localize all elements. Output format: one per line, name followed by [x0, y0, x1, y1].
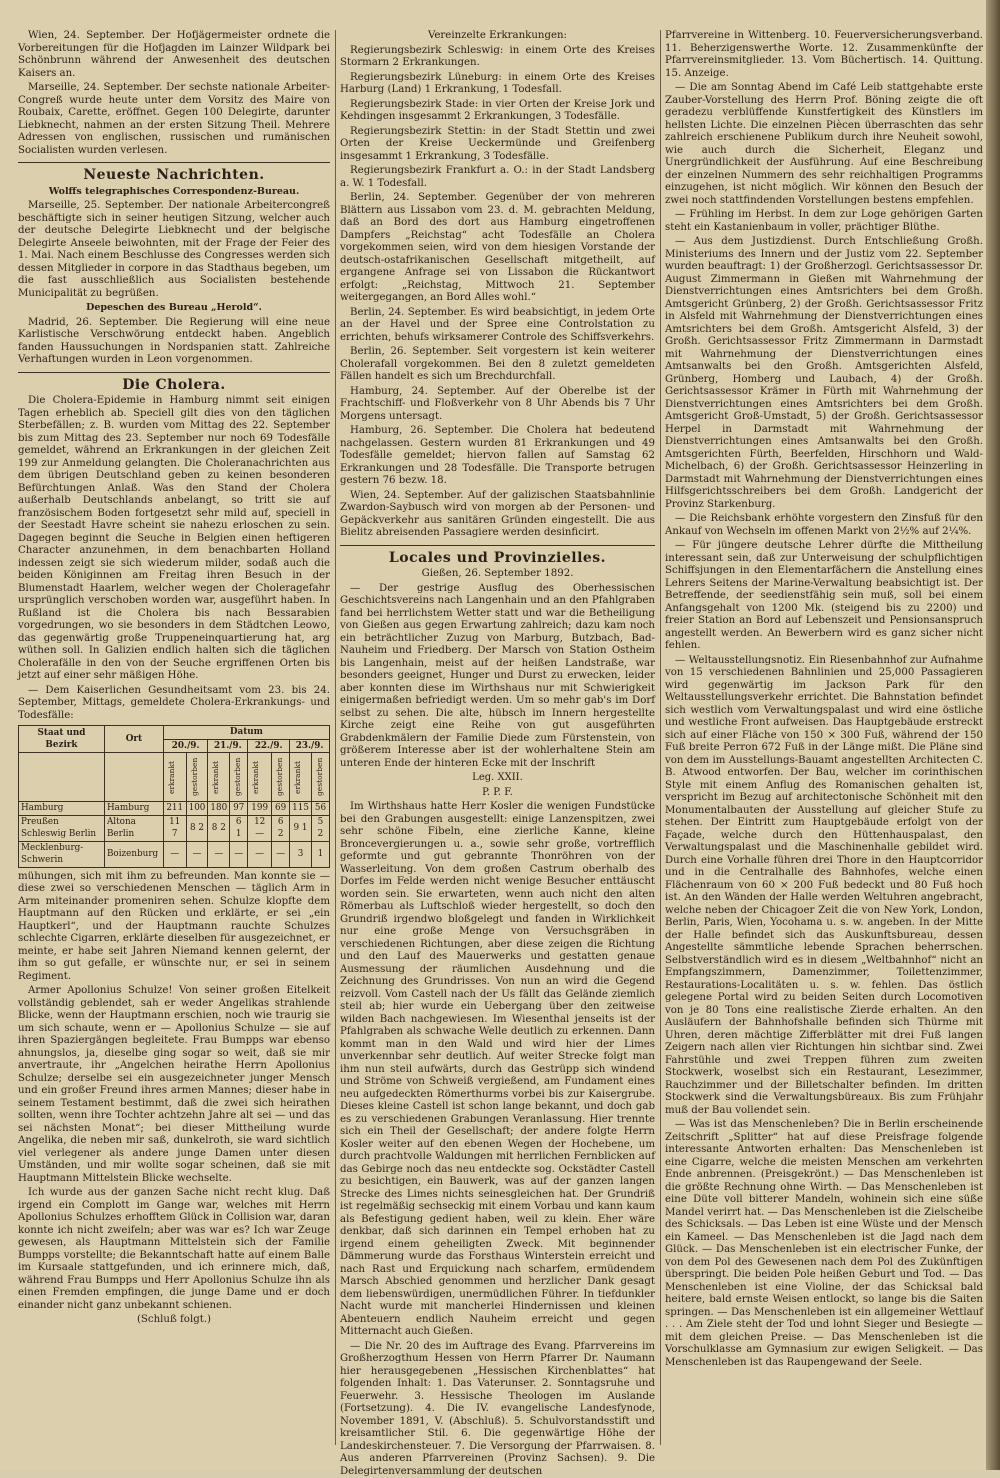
sub-header: erkrankt [210, 753, 223, 801]
article: Regierungsbezirk Lüneburg: in einem Orte des Kreises Harburg (Land) 1 Erkrankung, 1 Todesfall. [340, 72, 655, 97]
article: Berlin, 24. September. Es wird beabsichtigt, in jedem Orte an der Havel und der Spree eine Controlstation zu errichten, behufs wirksamerer Controle des Schiffsverkehrs. [340, 307, 655, 345]
feuilleton: Ich wurde aus der ganzen Sache nicht recht klug. Daß irgend ein Complott im Gange war, welches mit Herrn Apollonius Schulzes erhofftem Glück in Collision war, daran konnte ich nicht zweifeln; aber was war es? Ich war Zeuge gewesen, als Hauptmann Mittelstein sich der Familie Bumpps vorstellte; die Bekanntschaft hatte auf einem Balle im Kursaale stattgefunden, und ich erinnere mich, daß, während Frau Bumpps und Herr Apollonius Schulze ihn als einen Fremden empfingen, die junge Dame und er doch einander nicht ganz unbekannt schienen. [18, 1187, 330, 1312]
column-3 [665, 30, 983, 1450]
article: Marseille, 24. September. Der sechste nationale Arbeiter-Congreß wurde heute unter dem Vorsitz des Maire von Roubaix, Carette, eröffnet. Gegen 100 Delegirte, darunter Liebknecht, nahmen an der ersten Sitzung Theil. Mehrere Adressen von englischen, russischen und rumänischen Socialisten wurden verlesen. [18, 82, 330, 157]
date-header: 22./9. [248, 739, 290, 753]
section-heading: Locales und Provinzielles. [340, 552, 655, 565]
article: Im Wirthshaus hatte Herr Kosler die wenigen Fundstücke bei den Grabungen ausgestellt: einige Lanzenspitzen, zwei sehr schöne Fibeln, eine zierliche Kanne, kleine Broncevergierungen u. a., sowie sehr große, vortrefflich geformte und gut gebrannte Thonröhren von der Wasserleitung. Von dem großen Castrum oberhalb des Dorfes im Felde werden nicht wenige Besucher enttäuscht worden sein. Sie erwarteten, wenn auch nicht den alten Römerbau als Luftschloß wieder hergestellt, so doch den Grundriß irgendwo bloßgelegt und fanden in Wirklichkeit nur eine große Menge von Versuchsgräben in verschiedenen Richtungen, aber diese zeigen die Richtung und den Lauf des Mauerwerks und gestatten genaue Ausmessung der räumlichen Ausdehnung und die Zeichnung des Grundrisses. Von nun an wird die Gegend reizvoll. Vom Castell nach der Us fällt das Gelände ziemlich steil ab; hier wurde ein Uebergang über den zeitweise wilden Bach nachgewiesen. Im Wiesenthal jenseits ist der Pfahlgraben als schwache Welle deutlich zu erkennen. Dann kommt man in den Wald und wird hier der Limes unverkennbar sehr deutlich. Auf weiter Strecke folgt man ihm nun steil aufwärts, durch das Gestrüpp sich windend und Ströme von Schweiß vergießend, am Fundament eines neu aufgedeckten Römerthurms vorbei bis zur Kaisergrube. Dieses kleine Castell ist schon lange bekannt, und doch gab es zu verschiedenen Grabungen Veranlassung. Hier trennte sich ein Theil der Gesellschaft; der andere folgte Herrn Kosler weiter auf den ebenen Wegen der Hochebene, um durch prachtvolle Waldungen mit herrlichen Fernblicken auf das Gebirge noch das neu entdeckte sog. Ockstädter Castell zu besichtigen, ein Bauwerk, was auf der ganzen langen Strecke des Limes nichts seinesgleichen hat. Der Grundriß ist regelmäßig sechseckig mit einem Vorbau und kann kaum als Befestigung gedient haben, weil zu klein. Eher wäre denkbar, daß sich darinnen ein Tempel erhoben hat zu irgend einem geheiligten Zweck. Mit beginnender Dämmerung wurde das Forsthaus Winterstein erreicht und nach Rast und Erquickung nach scharfem, ermüdendem Marsch Abschied genommen und herzlicher Dank gesagt dem liebenswürdigen, unermüdlichen Führer. In tiefdunkler Nacht wurde mit mancherlei Hindernissen und kleinen Abenteuern endlich Nauheim erreicht und gegen Mitternacht auch Gießen. [340, 801, 655, 1339]
article: Hamburg, 26. September. Die Cholera hat bedeutend nachgelassen. Gestern wurden 81 Erkrankungen und 49 Todesfälle gemeldet; hiervon fallen auf Samstag 62 Erkrankungen und 28 Todesfälle. Die Transporte betrugen gestern 76 bezw. 18. [340, 425, 655, 488]
article: — Für jüngere deutsche Lehrer dürfte die Mittheilung interessant sein, daß zur Unterweisung der schulpflichtigen Schiffsjungen in den Elementarfächern die Anstellung eines Lehrers Seitens der Marine-Verwaltung beabsichtigt ist. Der Betreffende, der seedienstfähig sein muß, soll bei einem Anfangsgehalt von 1200 Mk. (steigend bis zu 2200) und freier Station an Bord auf Lebenszeit und Pensionsanspruch angestellt werden. An Bewerbern wird es ganz sicher nicht fehlen. [665, 540, 983, 653]
page-edge [986, 0, 1000, 1470]
section-heading: Die Cholera. [18, 379, 330, 392]
divider [18, 162, 330, 163]
feuilleton: mühungen, sich mit ihm zu befreunden. Man konnte sie — diese zwei so verschiedenen Menschen — täglich Arm in Arm miteinander promeniren sehen. Schulze klopfte dem Hauptmann auf den Rücken und erklärte, er sei „ein Hauptkerl“, und der Hauptmann rauchte Schulzes schlechte Cigarren, erklärte dieselben für ausgezeichnet, er meinte, er habe seit Jahren Niemand kennen gelernt, der ihm so gut gefalle, er wünschte nur, er sei in seinem Regiment. [18, 871, 330, 984]
article: Regierungsbezirk Schleswig: in einem Orte des Kreises Stormarn 2 Erkrankungen. [340, 45, 655, 70]
table-row: Hamburg Hamburg 211 100 180 97 199 69 115 56 [19, 802, 330, 816]
subheading: Wolffs telegraphisches Correspondenz-Bureau. [18, 186, 330, 199]
date-header: 20./9. [163, 739, 208, 753]
divider [340, 545, 655, 546]
date-header: 23./9. [290, 739, 330, 753]
article: — Weltausstellungsnotiz. Ein Riesenbahnhof zur Aufnahme von 15 verschiedenen Bahnlinien und 25,000 Passagieren wird gegenwärtig im Jackson Park für den Weltausstellungsverkehr errichtet. Die Bahnstation befindet sich westlich vom Verwaltungspalast und wird eine östliche und westliche Front aufweisen. Das Hauptgebäude erstreckt sich auf einer Fläche von 150 × 300 Fuß, während der 150 Fuß breite Perron 672 Fuß in der Länge mißt. Die Pläne sind von dem im Ausstellungs-Bauamt angestellten Architecten C. B. Atwood entworfen. Der Bau, welcher im corinthischen Style mit einem Anflug des Romanischen gehalten ist, verspricht im Bezug auf architectonische Schönheit mit den Monumentalbauten der Ausstellung auf gleicher Stufe zu stehen. Der Eintritt zum Hauptgebäude erfolgt von der Façade, welche durch den Hüttenhauspalast, den Verwaltungspalast und die Maschinenhalle gebildet wird. Durch eine Vorhalle führen drei Thore in den Hauptcorridor und in die Centralhalle des Bahnhofes, welche einen Flächenraum von 60 × 200 Fuß bedeckt und 80 Fuß hoch ist. An den Wänden der Halle werden Weltuhren angebracht, welche neben der Chicagoer Zeit die von New York, London, Berlin, Paris, Wien, Yocohama u. s. w. angeben. In der Mitte der Halle befindet sich das Auskunftsbureau, dessen Angestellte sämmtliche lebende Sprachen beherrschen. Selbstverständlich wird es in diesem „Weltbahnhof“ nicht an Empfangszimmern, Damenzimmer, Toilettenzimmer, Restaurations-Localitäten u. s. w. fehlen. Das östlich gelegene Portal wird zu beiden Seiten durch Locomotiven von je 80 Tons eine realistische Zierde erhalten. An den Ausläufern der Bahnhofshalle befinden sich Thürme mit Uhren, deren mächtige Zifferblätter mit drei Fuß langen Zeigern nach allen vier Richtungen hin sichtbar sind. Zwei Fahrstühle und zwei Treppen führen zum zweiten Stockwerk, woselbst sich ein Restaurant, Lesezimmer, Rauchzimmer und der Billetschalter befinden. Im dritten Stockwerk sind die Verwaltungsbüreaux. Bis zum Frühjahr muß der Bau vollendet sein. [665, 655, 983, 1118]
sub-header: erkrankt [166, 753, 179, 801]
article: — Aus dem Justizdienst. Durch Entschließung Großh. Ministeriums des Innern und der Justiz vom 22. September wurden beauftragt: 1) der Großherzogl. Gerichtsassessor Dr. August Zimmermann in Gießen mit Wahrnehmung der Dienstverrichtungen eines Amtsrichters bei dem Großh. Amtsgericht Grünberg, 2) der Großh. Gerichtsassessor Fritz in Alsfeld mit Wahrnehmung der Dienstverrichtungen eines Amtsrichters bei dem Großh. Amtsgericht Alsfeld, 3) der Großh. Gerichtsassessor Fritz Zimmermann in Darmstadt mit Wahrnehmung der Dienstverrichtungen eines Amtsanwalts bei den Großh. Amtsgerichten Alsfeld, Grünberg, Homberg und Laubach, 4) der Großh. Gerichtsassessor Krämer in Fürth mit Wahrnehmung der Dienstverrichtungen eines Amtsrichters bei dem Großh. Amtsgericht Groß-Umstadt, 5) der Großh. Gerichtsassessor Herpel in Darmstadt mit Wahrnehmung der Dienstverrichtungen eines Amtsanwalts bei den Großh. Amtsgerichten Fürth, Beerfelden, Hirschhorn und Wald-Michelbach, 6) der Großh. Gerichtsassessor Heinzerling in Darmstadt mit Wahrnehmung der Dienstverrichtungen eines Hilfsgerichtsschreibers bei dem Großh. Landgericht der Provinz Starkenburg. [665, 236, 983, 511]
divider [18, 372, 330, 373]
sub-header: gestorben [189, 753, 202, 801]
article: Wien, 24. September. Auf der galizischen Staatsbahnlinie Zwardon-Saybusch wird von morgen ab der Personen- und Gepäckverkehr aus sanitären Gründen eingestellt. Die aus Bielitz abreisenden Passagiere werden desinficirt. [340, 490, 655, 540]
inscription: P. P. F. [340, 787, 655, 800]
table-header: Staat und Bezirk [19, 726, 105, 753]
article: — Die Nr. 20 des im Auftrage des Evang. Pfarrvereins im Großherzogthum Hessen von Herrn Pfarrer Dr. Naumann hier herausgegebenen „Hessischen Kirchenblattes“ hat folgenden Inhalt: 1. Das Vaterunser. 2. Sonntagsruhe und Feuerwehr. 3. Hessische Theologen im Auslande (Fortsetzung). 4. Die IV. evangelische Landesfynode, November 1891, V. (Abschluß). 5. Schulvorstandsstift und kreisamtlicher Stil. 6. Die gegenwärtige Höhe der Landeskirchensteuer. 7. Die Versorgung der Pfarrwaisen. 8. Aus anderen Pfarrvereinen (Provinz Sachsen). 9. Die Delegirtenversammlung der deutschen [340, 1341, 655, 1478]
article: Berlin, 26. September. Seit vorgestern ist kein weiterer Cholerafall vorgekommen. Bei den 8 zuletzt gemeldeten Fällen handelt es sich um Brechdurchfall. [340, 346, 655, 384]
article: — Der gestrige Ausflug des Oberhessischen Geschichtsvereins nach Langenhain und an den Pfahlgraben fand bei herrlichstem Wetter statt und war die Betheiligung von Gießen aus gegen Erwartung zahlreich; dazu kam noch ein beträchtlicher Zuzug von Marburg, Butzbach, Bad-Nauheim und Friedberg. Der Marsch von Station Ostheim bis Langenhain, meist auf der heißen Landstraße, war besonders geeignet, Hunger und Durst zu erwecken, leider aber konnten diese im Wirthshaus nur mit Schwierigkeit einigermaßen befriedigt werden. Um so mehr gab's im Dorf selbst zu sehen. Die alte, hübsch im Innern hergestellte Kirche zeigt eine Reihe von gut ausgeführten Grabdenkmälern der Familie Diede zum Fürstenstein, von größerem Interesse aber ist der wohlerhaltene Stein am unteren Ende der hinteren Ecke mit der Inschrift [340, 583, 655, 771]
article: — Dem Kaiserlichen Gesundheitsamt vom 23. bis 24. September, Mittags, gemeldete Cholera-Erkrankungs- und Todesfälle: [18, 685, 330, 723]
table-header: Ort [104, 726, 163, 753]
inscription: Leg. XXII. [340, 772, 655, 785]
article: Regierungsbezirk Stade: in vier Orten der Kreise Jork und Kehdingen insgesammt 2 Erkrankungen, 3 Todesfälle. [340, 99, 655, 124]
article: Regierungsbezirk Stettin: in der Stadt Stettin und zwei Orten der Kreise Ueckermünde und Greifenberg insgesammt 1 Erkrankung, 3 Todesfälle. [340, 126, 655, 164]
subheading: Depeschen des Bureau „Herold“. [18, 302, 330, 315]
subheading: Vereinzelte Erkrankungen: [340, 30, 655, 43]
article: Madrid, 26. September. Die Regierung will eine neue Karlistische Verschwörung entdeckt haben. Angeblich fanden Haussuchungen in Nordspanien statt. Zahlreiche Verhaftungen wurden in Leon vorgenommen. [18, 317, 330, 367]
table-header: Datum [163, 726, 329, 740]
section-heading: Neueste Nachrichten. [18, 169, 330, 182]
article: Pfarrvereine in Wittenberg. 10. Feuerversicherungsverband. 11. Beherzigenswerthe Worte. 12. Zusammenkünfte der Pfarrvereinsmitglieder. 13. Vom Büchertisch. 14. Quittung. 15. Anzeige. [665, 30, 983, 80]
article: — Was ist das Menschenleben? Die in Berlin erscheinende Zeitschrift „Splitter“ hat auf diese Preisfrage folgende interessante Antworten erhalten: Das Menschenleben ist eine Cigarre, welche die meisten Menschen am verkehrten Ende anbrennen. (Preisgekrönt.) — Das Menschenleben ist die größte Rechnung ohne Wirth. — Das Menschenleben ist eine Düte voll bitterer Mandeln, wohinein sich eine süße Mandel verirrt hat. — Das Menschenleben ist die Zielscheibe des Schicksals. — Das Leben ist eine Wüste und der Mensch ein Kameel. — Das Menschenleben ist die Jagd nach dem Glück. — Das Menschenleben ist ein electrischer Funke, der von dem Pol des Gewesenen nach dem Pol des Zukünftigen überspringt. Die beiden Pole heißen Geburt und Tod. — Das Menschenleben ist eine Violine, der das Schicksal bald heitere, bald ernste Weisen entlockt, so lange bis die Saiten springen. — Das Menschenleben ist ein allgemeiner Wettlauf . . . Am Ziele steht der Tod und lohnt Sieger und Besiegte — mit dem gleichen Preise. — Das Menschenleben ist die Vorschulklasse am Gymnasium zur ewigen Seligkeit. — Das Menschenleben ist das Raupengewand der Seele. [665, 1119, 983, 1369]
article: Regierungsbezirk Frankfurt a. O.: in der Stadt Landsberg a. W. 1 Todesfall. [340, 165, 655, 190]
article: Hamburg, 24. September. Auf der Oberelbe ist der Frachtschiff- und Floßverkehr von 8 Uhr Abends bis 7 Uhr Morgens untersagt. [340, 386, 655, 424]
article: — Die Reichsbank erhöhte vorgestern den Zinsfuß für den Ankauf von Wechseln im offenen Markt von 2½% auf 2¼%. [665, 513, 983, 538]
feuilleton: Armer Apollonius Schulze! Von seiner großen Eitelkeit vollständig geblendet, sah er weder Angelikas strahlende Blicke, wenn der Hauptmann erschien, noch wie traurig sie um sich schaute, wenn er — Apollonius Schulze — sie auf ihren Spaziergängen begleitete. Frau Bumpps war ebenso ahnungslos, ja, dieselbe ging sogar so weit, daß sie mir anvertraute, ihr „Angelchen heirathe Herrn Apollonius Schulze; derselbe sei ein ausgezeichneter junger Mensch und ein großer Freund ihres armen Mannes; dieser habe in seinem Testament bestimmt, daß die zwei sich heirathen sollten, wenn ihre Tochter achtzehn Jahre alt sei — und das sei nächsten Monat“; bei dieser Mittheilung wurde Angelika, die neben mir saß, dunkelroth, sie ward sichtlich viel verlegener als andere junge Damen unter diesen Umständen, und mir wollte sogar scheinen, daß sie mit Hauptmann Mittelstein Blicke wechselte. [18, 985, 330, 1185]
column-2 [340, 30, 655, 1450]
column-1 [18, 30, 330, 1450]
dateline: Gießen, 26. September 1892. [340, 568, 655, 581]
article: Die Cholera-Epidemie in Hamburg nimmt seit einigen Tagen erheblich ab. Speciell gilt dies von den täglichen Sterbefällen; z. B. wurden vom Mittag des 22. September bis zum Mittag des 23. September nur noch 69 Todesfälle gemeldet, während an Erkrankungen in der gleichen Zeit 199 zur Anmeldung gelangten. Die Choleranachrichten aus dem übrigen Deutschland geben zu keinen besonderen Befürchtungen Anlaß. Was den Stand der Cholera außerhalb Deutschlands anbelangt, so tritt sie auf französischem Boden fortgesetzt sehr mild auf, speciell in der Seestadt Havre scheint sie nahezu erloschen zu sein. Dagegen beginnt die Seuche in Belgien einen heftigeren Character anzunehmen, in dem benachbarten Holland indessen zeigt sie sich wiederum milder, sodaß auch die beiden Königinnen am Freitag ihren Besuch in der Blumenstadt Haarlem, welcher wegen der Choleragefahr ursprünglich verschoben worden war, ausgeführt haben. In Rußland ist die Cholera bis nach Bessarabien vorgedrungen, wo sie besonders in dem Städtchen Leowo, das gegenwärtig große Truppeneinquartierung hat, arg wüthen soll. In Galizien endlich halten sich die täglichen Cholerafälle in den von der Seuche ergriffenen Orten bis jetzt auf einer sehr mäßigen Höhe. [18, 395, 330, 683]
cholera-table [18, 725, 330, 868]
column-rule [660, 30, 661, 1445]
sub-header: erkrankt [250, 753, 263, 801]
table-row: Mecklenburg-Schwerin Boizenburg — — — — — — 3 1 [19, 841, 330, 867]
sub-header: erkrankt [292, 753, 305, 801]
date-header: 21./9. [208, 739, 248, 753]
article: — Die am Sonntag Abend im Café Leib stattgehabte erste Zauber-Vorstellung des Herrn Prof. Böning zeigte die oft geradezu verblüffende Kunstfertigkeit des Künstlers im hellsten Lichte. Die einzelnen Piècen überraschten das sehr zahlreich erschienene Publikum durch ihre Neuheit sowohl, wie auch durch die Sicherheit, Eleganz und Unergründlichkeit der Ausführung. Auf eine Beschreibung der einzelnen Nummern des sehr reichhaltigen Programms einzugehen, ist nicht möglich. Wir können den Besuch der zwei noch stattfindenden Vorstellungen bestens empfehlen. [665, 82, 983, 207]
sub-header: gestorben [314, 753, 327, 801]
article: Berlin, 24. September. Gegenüber der von mehreren Blättern aus Lissabon vom 23. d. M. gebrachten Meldung, daß an Bord des dort aus Hamburg eingetroffenen Dampfers „Reichstag“ acht Todesfälle an Cholera vorgekommen seien, wird von dem hiesigen Vorstande der deutsch-ostafrikanischen Gesellschaft mitgetheilt, auf ergangene Anfrage sei von Lissabon die Rückantwort erfolgt: „Reichstag, Mittwoch 21. September weitergegangen, an Bord Alles wohl.“ [340, 192, 655, 305]
column-rule [335, 30, 336, 1445]
sub-header: gestorben [274, 753, 287, 801]
continued-note: (Schluß folgt.) [18, 1314, 330, 1327]
table-row: Preußen Schleswig Berlin Altona Berlin 11 7 8 2 8 2 6 1 12 — 6 2 9 1 5 2 [19, 815, 330, 841]
article: Wien, 24. September. Der Hofjägermeister ordnete die Vorbereitungen für die Hofjagden im Lainzer Wildpark bei Schönbrunn während der Anwesenheit des deutschen Kaisers an. [18, 30, 330, 80]
article: Marseille, 25. September. Der nationale Arbeitercongreß beschäftigte sich in seiner heutigen Sitzung, welcher auch der deutsche Delegirte Liebknecht und der belgische Delegirte Anseele beiwohnten, mit der Frage der Feier des 1. Mai. Nach einem Beschlusse des Congresses werden sich dessen Mitglieder in corpore in das Stadthaus begeben, um die fast ausschließlich aus Socialisten bestehende Municipalität zu begrüßen. [18, 200, 330, 300]
sub-header: gestorben [232, 753, 245, 801]
article: — Frühling im Herbst. In dem zur Loge gehörigen Garten steht ein Kastanienbaum in voller, prächtiger Blüthe. [665, 209, 983, 234]
